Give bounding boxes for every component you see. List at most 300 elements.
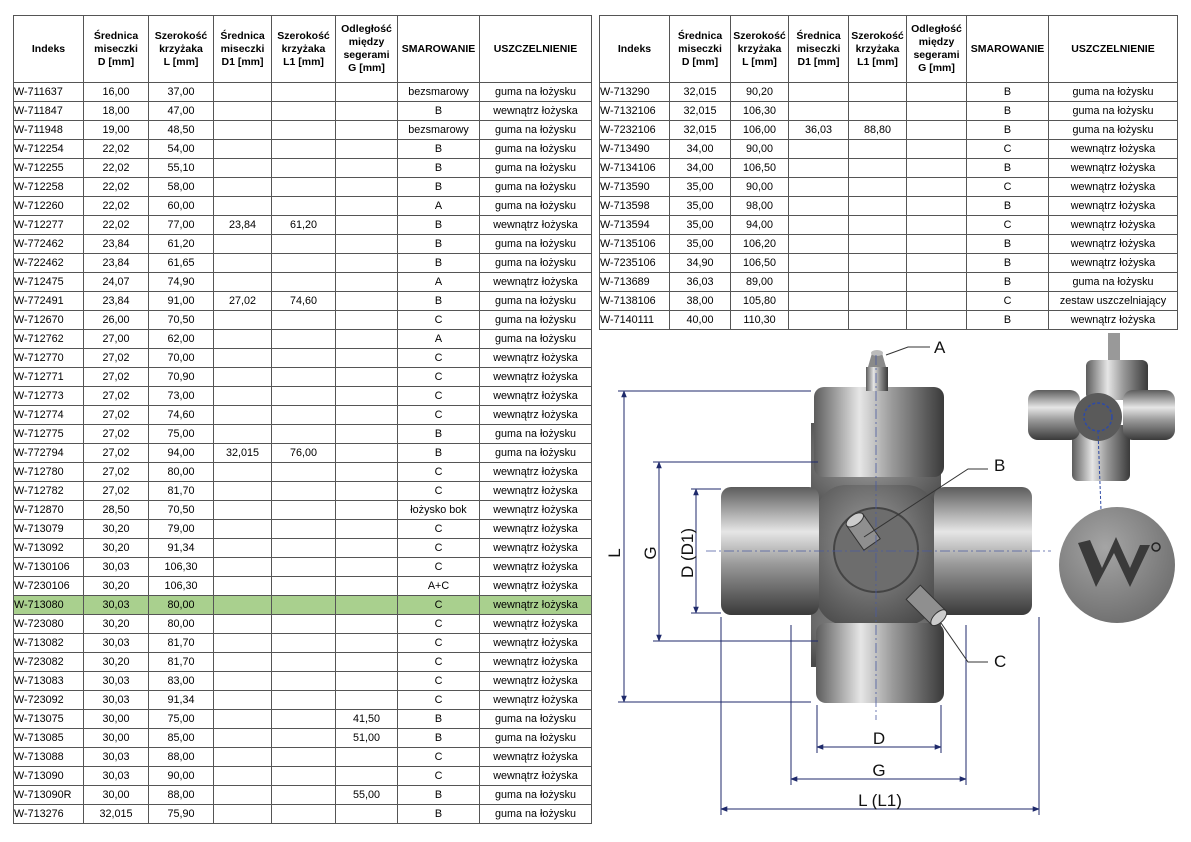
cell-cross-width-l1 (272, 653, 336, 672)
cell-sealing: guma na łożysku (480, 729, 592, 748)
cell-cross-width-l1 (272, 425, 336, 444)
table-row (14, 311, 592, 330)
cell-cup-diameter-d1 (789, 292, 849, 311)
cell-cross-width-l1 (272, 102, 336, 121)
cell-index: W-712258 (14, 178, 84, 197)
cell-index: W-712670 (14, 311, 84, 330)
cell-cross-width: 79,00 (149, 520, 214, 539)
cell-circlip-distance (336, 102, 398, 121)
cell-lubrication: B (398, 178, 480, 197)
header-cross-width: Szerokość krzyżaka L [mm] (149, 16, 214, 83)
cell-sealing: guma na łożysku (480, 292, 592, 311)
table-row (600, 83, 1178, 102)
table-row (14, 482, 592, 501)
cell-cross-width: 70,50 (149, 501, 214, 520)
cell-index: W-713490 (600, 140, 670, 159)
dim-g-vertical-label: G (641, 546, 660, 560)
cell-circlip-distance (907, 292, 967, 311)
cell-lubrication: B (398, 216, 480, 235)
cell-cup-diameter-d1 (789, 102, 849, 121)
cell-cup-diameter: 30,20 (84, 653, 149, 672)
cell-sealing: wewnątrz łożyska (480, 596, 592, 615)
cell-sealing: guma na łożysku (480, 235, 592, 254)
cell-index: W-713598 (600, 197, 670, 216)
cell-sealing: wewnątrz łożyska (480, 615, 592, 634)
cell-cross-width-l1: 74,60 (272, 292, 336, 311)
cell-index: W-713075 (14, 710, 84, 729)
cell-circlip-distance (336, 520, 398, 539)
cell-cross-width-l1 (272, 501, 336, 520)
cell-cross-width: 94,00 (731, 216, 789, 235)
header-cross-width-l1: Szerokość krzyżaka L1 [mm] (849, 16, 907, 83)
cell-cross-width-l1 (849, 254, 907, 273)
cell-cross-width: 106,30 (149, 577, 214, 596)
cell-cross-width-l1 (272, 83, 336, 102)
header-cup-diameter-d1: Średnica miseczki D1 [mm] (789, 16, 849, 83)
cell-circlip-distance (907, 159, 967, 178)
header-sealing: USZCZELNIENIE (480, 16, 592, 83)
cell-sealing: wewnątrz łożyska (480, 577, 592, 596)
cell-cup-diameter: 30,20 (84, 615, 149, 634)
table-row (14, 710, 592, 729)
cell-cup-diameter: 27,02 (84, 368, 149, 387)
cell-index: W-712771 (14, 368, 84, 387)
cell-cross-width: 106,30 (731, 102, 789, 121)
cell-cup-diameter-d1 (214, 482, 272, 501)
cell-lubrication: bezsmarowy (398, 83, 480, 102)
cell-sealing: wewnątrz łożyska (480, 672, 592, 691)
cell-cup-diameter: 34,90 (670, 254, 731, 273)
header-lubrication: SMAROWANIE (967, 16, 1049, 83)
cell-cross-width-l1 (272, 596, 336, 615)
grease-nipple-a (866, 367, 888, 391)
cell-cup-diameter-d1 (214, 653, 272, 672)
table-row (14, 273, 592, 292)
cell-index: W-713290 (600, 83, 670, 102)
cell-cross-width: 90,00 (149, 767, 214, 786)
top-bearing-cup (814, 387, 944, 477)
cell-cross-width-l1 (272, 748, 336, 767)
cell-cup-diameter-d1 (214, 273, 272, 292)
cell-cup-diameter: 30,03 (84, 558, 149, 577)
cell-cross-width: 81,70 (149, 482, 214, 501)
cell-cup-diameter-d1 (214, 368, 272, 387)
cell-circlip-distance (336, 216, 398, 235)
header-circlip-distance: Odległość między segerami G [mm] (907, 16, 967, 83)
cell-cup-diameter: 30,20 (84, 577, 149, 596)
cell-index: W-7235106 (600, 254, 670, 273)
cell-cross-width-l1 (272, 786, 336, 805)
cell-cup-diameter: 35,00 (670, 235, 731, 254)
cell-index: W-7132106 (600, 102, 670, 121)
cell-circlip-distance (336, 748, 398, 767)
cell-circlip-distance (336, 406, 398, 425)
cell-cup-diameter: 23,84 (84, 292, 149, 311)
table-row (14, 539, 592, 558)
cell-index: W-713080 (14, 596, 84, 615)
cell-cross-width: 60,00 (149, 197, 214, 216)
cell-sealing: guma na łożysku (480, 330, 592, 349)
table-row (14, 634, 592, 653)
cell-cup-diameter: 22,02 (84, 178, 149, 197)
cell-index: W-713689 (600, 273, 670, 292)
cell-cup-diameter-d1 (214, 520, 272, 539)
cell-lubrication: A (398, 330, 480, 349)
cell-lubrication: B (398, 159, 480, 178)
dim-d-label: D (872, 729, 886, 748)
cell-circlip-distance (907, 83, 967, 102)
cell-lubrication: B (398, 786, 480, 805)
cell-cross-width: 47,00 (149, 102, 214, 121)
cell-cross-width: 91,00 (149, 292, 214, 311)
cell-circlip-distance (907, 235, 967, 254)
cell-sealing: guma na łożysku (1049, 121, 1178, 140)
cell-index: W-711637 (14, 83, 84, 102)
cell-cup-diameter: 24,07 (84, 273, 149, 292)
cell-cross-width: 83,00 (149, 672, 214, 691)
table-row (14, 729, 592, 748)
cell-index: W-711847 (14, 102, 84, 121)
cell-cup-diameter-d1 (214, 501, 272, 520)
cell-cross-width-l1: 88,80 (849, 121, 907, 140)
label-a: A (934, 338, 946, 357)
cell-cross-width: 70,50 (149, 311, 214, 330)
table-row (600, 292, 1178, 311)
cell-cross-width-l1 (849, 159, 907, 178)
cell-cup-diameter: 30,03 (84, 748, 149, 767)
cell-cup-diameter-d1 (789, 83, 849, 102)
cell-lubrication: B (398, 805, 480, 824)
cell-circlip-distance (907, 140, 967, 159)
cell-cross-width-l1 (272, 805, 336, 824)
cell-cup-diameter-d1 (214, 634, 272, 653)
header-circlip-distance: Odległość między segerami G [mm] (336, 16, 398, 83)
table-row (14, 596, 592, 615)
table-row (14, 558, 592, 577)
table-row (14, 121, 592, 140)
table-row (600, 254, 1178, 273)
cell-cross-width-l1 (272, 178, 336, 197)
header-index: Indeks (600, 16, 670, 83)
cell-cross-width: 37,00 (149, 83, 214, 102)
cell-sealing: wewnątrz łożyska (1049, 178, 1178, 197)
table-row (14, 501, 592, 520)
cell-sealing: guma na łożysku (480, 786, 592, 805)
cell-cup-diameter: 19,00 (84, 121, 149, 140)
cell-cup-diameter-d1 (214, 425, 272, 444)
cell-cup-diameter-d1 (789, 254, 849, 273)
cell-circlip-distance (336, 140, 398, 159)
cell-lubrication: B (967, 83, 1049, 102)
table-row (14, 178, 592, 197)
cell-index: W-7130106 (14, 558, 84, 577)
cell-cross-width: 80,00 (149, 596, 214, 615)
cell-circlip-distance (336, 482, 398, 501)
cell-cup-diameter: 23,84 (84, 254, 149, 273)
cell-cross-width-l1 (272, 368, 336, 387)
cell-cup-diameter: 30,00 (84, 786, 149, 805)
cell-cup-diameter: 30,03 (84, 634, 149, 653)
header-index: Indeks (14, 16, 84, 83)
cell-cup-diameter-d1 (789, 235, 849, 254)
cell-cup-diameter-d1 (214, 330, 272, 349)
cell-sealing: wewnątrz łożyska (480, 767, 592, 786)
dim-d-d1-label: D (D1) (678, 527, 697, 579)
cell-cross-width-l1 (272, 482, 336, 501)
cell-cross-width: 75,00 (149, 710, 214, 729)
cell-cup-diameter: 34,00 (670, 159, 731, 178)
cell-circlip-distance (336, 349, 398, 368)
cell-cup-diameter: 35,00 (670, 197, 731, 216)
cell-lubrication: C (398, 406, 480, 425)
cell-cross-width-l1 (272, 254, 336, 273)
cell-sealing: guma na łożysku (480, 140, 592, 159)
cell-lubrication: C (398, 653, 480, 672)
cell-cross-width: 90,20 (731, 83, 789, 102)
cell-cup-diameter-d1: 32,015 (214, 444, 272, 463)
cell-cup-diameter: 27,02 (84, 425, 149, 444)
cell-sealing: guma na łożysku (480, 425, 592, 444)
cell-circlip-distance (336, 178, 398, 197)
cell-cup-diameter: 26,00 (84, 311, 149, 330)
cell-cross-width-l1 (849, 140, 907, 159)
cell-index: W-713594 (600, 216, 670, 235)
cell-cup-diameter-d1 (214, 558, 272, 577)
cell-cross-width: 75,90 (149, 805, 214, 824)
table-row (14, 520, 592, 539)
table-row (14, 197, 592, 216)
cell-cup-diameter-d1 (214, 463, 272, 482)
table-row (14, 406, 592, 425)
cell-lubrication: C (398, 748, 480, 767)
cell-lubrication: C (398, 349, 480, 368)
cell-sealing: wewnątrz łożyska (1049, 235, 1178, 254)
cell-cup-diameter-d1: 23,84 (214, 216, 272, 235)
cell-cup-diameter: 22,02 (84, 159, 149, 178)
cell-sealing: guma na łożysku (1049, 273, 1178, 292)
cell-sealing: guma na łożysku (480, 83, 592, 102)
cell-lubrication: A (398, 273, 480, 292)
cell-sealing: wewnątrz łożyska (480, 349, 592, 368)
cell-circlip-distance (336, 330, 398, 349)
cell-index: W-712774 (14, 406, 84, 425)
cell-circlip-distance (336, 615, 398, 634)
table-row (600, 273, 1178, 292)
cell-index: W-723080 (14, 615, 84, 634)
table-row (14, 387, 592, 406)
cell-cross-width-l1 (272, 520, 336, 539)
cell-lubrication: C (398, 482, 480, 501)
cell-index: W-772491 (14, 292, 84, 311)
cell-cross-width-l1 (849, 292, 907, 311)
dim-l-label: L (605, 548, 624, 558)
cell-cross-width-l1 (272, 729, 336, 748)
cell-sealing: wewnątrz łożyska (480, 482, 592, 501)
cell-cup-diameter-d1 (214, 140, 272, 159)
header-cup-diameter-d1: Średnica miseczki D1 [mm] (214, 16, 272, 83)
cell-cross-width: 61,65 (149, 254, 214, 273)
cell-cross-width: 80,00 (149, 615, 214, 634)
table-row (14, 159, 592, 178)
cell-lubrication: C (398, 463, 480, 482)
cell-sealing: wewnątrz łożyska (480, 539, 592, 558)
cell-circlip-distance (907, 273, 967, 292)
cell-circlip-distance (336, 653, 398, 672)
cell-circlip-distance (907, 254, 967, 273)
cell-lubrication: C (967, 292, 1049, 311)
cell-sealing: wewnątrz łożyska (1049, 140, 1178, 159)
cell-index: W-712780 (14, 463, 84, 482)
cell-index: W-711948 (14, 121, 84, 140)
cell-cup-diameter-d1: 36,03 (789, 121, 849, 140)
cell-cross-width-l1 (272, 159, 336, 178)
cell-cross-width-l1 (849, 178, 907, 197)
cell-index: W-712770 (14, 349, 84, 368)
cell-cup-diameter: 32,015 (670, 121, 731, 140)
table-row (14, 444, 592, 463)
cell-circlip-distance (336, 463, 398, 482)
cell-cup-diameter-d1 (214, 197, 272, 216)
cell-index: W-713090 (14, 767, 84, 786)
table-row (600, 216, 1178, 235)
cell-cross-width-l1 (272, 767, 336, 786)
table-row (14, 786, 592, 805)
cell-cup-diameter-d1 (789, 159, 849, 178)
cell-sealing: wewnątrz łożyska (1049, 216, 1178, 235)
cell-cup-diameter-d1 (214, 311, 272, 330)
cell-sealing: guma na łożysku (1049, 102, 1178, 121)
cell-circlip-distance (907, 178, 967, 197)
cell-cup-diameter-d1 (214, 387, 272, 406)
cell-sealing: guma na łożysku (480, 197, 592, 216)
cell-sealing: guma na łożysku (480, 159, 592, 178)
cell-index: W-712870 (14, 501, 84, 520)
header-row (14, 16, 592, 83)
cell-lubrication: C (398, 520, 480, 539)
cell-circlip-distance (336, 83, 398, 102)
cell-cross-width-l1 (849, 216, 907, 235)
cell-circlip-distance (336, 254, 398, 273)
cell-circlip-distance (336, 596, 398, 615)
cell-circlip-distance (336, 444, 398, 463)
cell-index: W-7140111 (600, 311, 670, 330)
table-row (14, 577, 592, 596)
cell-cross-width-l1 (272, 672, 336, 691)
table-row (14, 691, 592, 710)
cell-sealing: wewnątrz łożyska (480, 406, 592, 425)
cell-lubrication: C (398, 615, 480, 634)
cell-cup-diameter: 30,03 (84, 767, 149, 786)
cell-cup-diameter-d1 (214, 235, 272, 254)
cell-lubrication: B (398, 254, 480, 273)
cell-sealing: wewnątrz łożyska (1049, 159, 1178, 178)
cell-lubrication: B (398, 444, 480, 463)
cell-lubrication: C (398, 767, 480, 786)
cell-cross-width: 73,00 (149, 387, 214, 406)
cell-cross-width-l1 (272, 387, 336, 406)
header-lubrication: SMAROWANIE (398, 16, 480, 83)
cell-index: W-713083 (14, 672, 84, 691)
cell-cross-width: 81,70 (149, 634, 214, 653)
cell-index: W-713079 (14, 520, 84, 539)
cell-cross-width-l1 (272, 558, 336, 577)
cell-sealing: guma na łożysku (480, 121, 592, 140)
cell-cross-width: 74,90 (149, 273, 214, 292)
cell-circlip-distance (336, 805, 398, 824)
cell-cup-diameter-d1 (214, 178, 272, 197)
cell-cup-diameter: 27,02 (84, 406, 149, 425)
table-row (600, 121, 1178, 140)
cell-cross-width: 70,90 (149, 368, 214, 387)
cell-cup-diameter: 22,02 (84, 216, 149, 235)
cell-lubrication: B (398, 292, 480, 311)
cell-lubrication: B (398, 140, 480, 159)
cell-sealing: wewnątrz łożyska (480, 558, 592, 577)
cell-cup-diameter: 30,20 (84, 539, 149, 558)
cell-sealing: guma na łożysku (480, 710, 592, 729)
cell-lubrication: B (398, 425, 480, 444)
cell-circlip-distance (336, 368, 398, 387)
cell-cup-diameter-d1 (214, 539, 272, 558)
cell-cup-diameter: 27,00 (84, 330, 149, 349)
cell-circlip-distance: 51,00 (336, 729, 398, 748)
cell-cross-width: 91,34 (149, 539, 214, 558)
cell-lubrication: B (398, 102, 480, 121)
cell-cross-width-l1 (272, 311, 336, 330)
cell-circlip-distance (336, 273, 398, 292)
cell-index: W-723082 (14, 653, 84, 672)
cell-sealing: guma na łożysku (480, 805, 592, 824)
cell-cross-width-l1 (272, 406, 336, 425)
table-row (14, 102, 592, 121)
cell-circlip-distance (336, 539, 398, 558)
cell-cup-diameter: 22,02 (84, 140, 149, 159)
cell-cup-diameter-d1 (214, 786, 272, 805)
cell-cup-diameter-d1 (214, 577, 272, 596)
cell-index: W-772462 (14, 235, 84, 254)
cell-cross-width: 90,00 (731, 140, 789, 159)
cell-cross-width-l1 (272, 235, 336, 254)
cell-cross-width-l1 (272, 121, 336, 140)
cell-index: W-713090R (14, 786, 84, 805)
cell-sealing: wewnątrz łożyska (480, 634, 592, 653)
cell-circlip-distance (336, 159, 398, 178)
cell-cup-diameter: 30,00 (84, 729, 149, 748)
cell-lubrication: B (967, 311, 1049, 330)
cell-cup-diameter: 27,02 (84, 463, 149, 482)
cell-lubrication: B (398, 235, 480, 254)
joint-3d-thumbnail (1028, 333, 1175, 481)
cell-cross-width-l1 (272, 140, 336, 159)
cell-index: W-722462 (14, 254, 84, 273)
cell-circlip-distance (336, 235, 398, 254)
cell-lubrication: B (398, 729, 480, 748)
cell-cup-diameter: 22,02 (84, 197, 149, 216)
cell-circlip-distance (907, 121, 967, 140)
cell-cup-diameter-d1 (214, 102, 272, 121)
cell-index: W-712255 (14, 159, 84, 178)
table-row (14, 748, 592, 767)
cell-index: W-712475 (14, 273, 84, 292)
cell-cross-width: 105,80 (731, 292, 789, 311)
cell-cross-width: 94,00 (149, 444, 214, 463)
cell-cross-width: 106,20 (731, 235, 789, 254)
cell-sealing: wewnątrz łożyska (480, 102, 592, 121)
cell-cross-width: 55,10 (149, 159, 214, 178)
cell-cross-width: 88,00 (149, 748, 214, 767)
cell-sealing: wewnątrz łożyska (480, 463, 592, 482)
left-spec-table (13, 15, 592, 824)
